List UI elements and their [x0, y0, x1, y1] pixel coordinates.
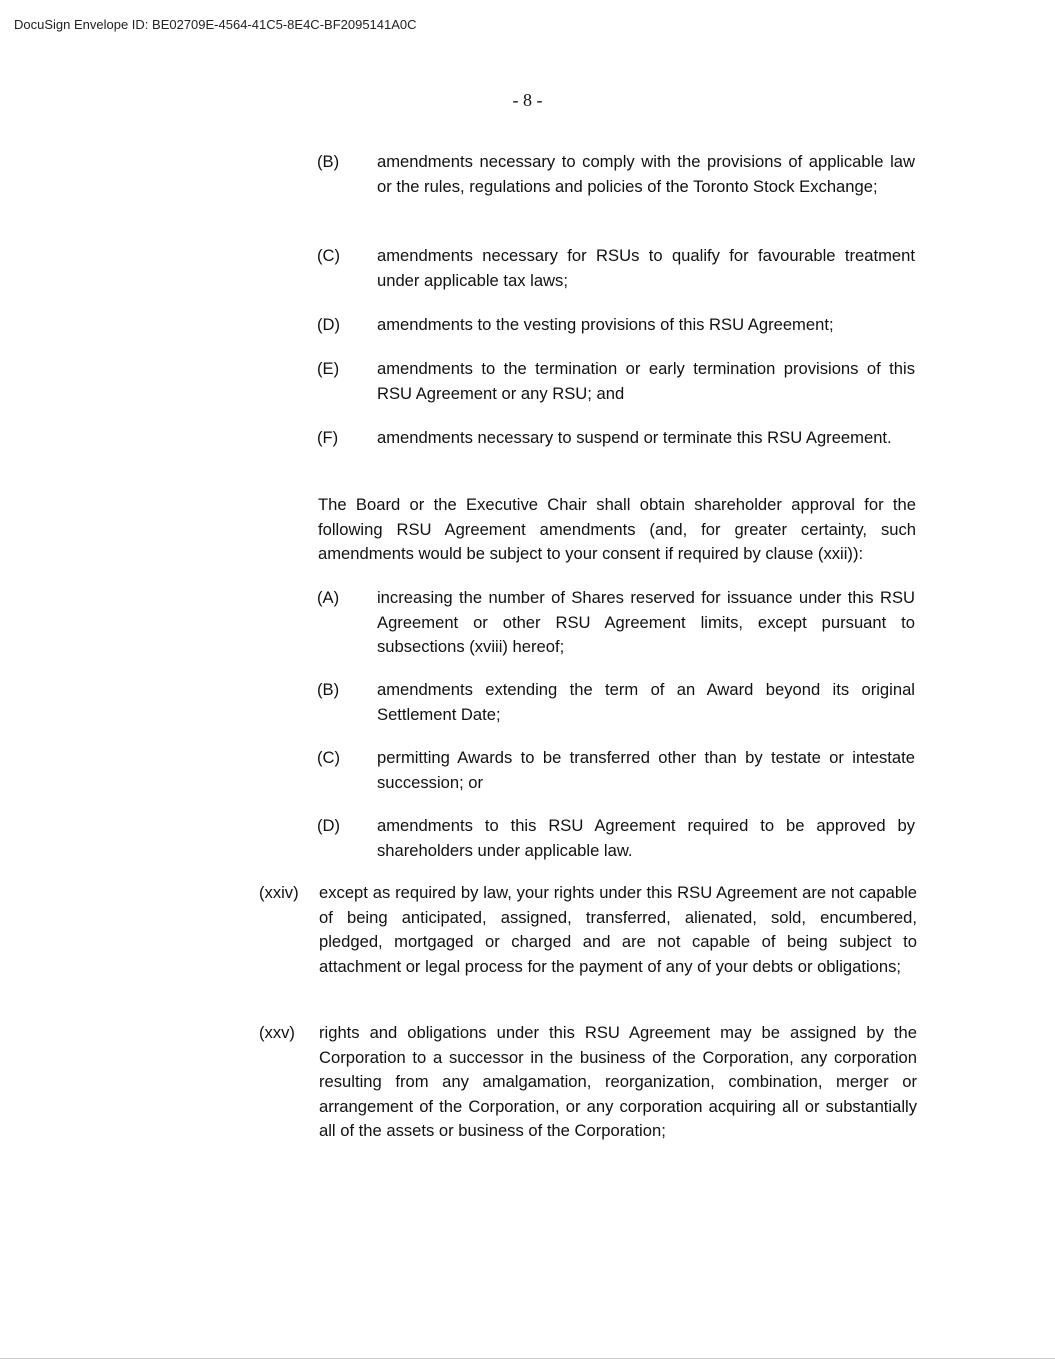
item-text: amendments necessary to suspend or terminate this RSU Agreement. [377, 428, 892, 447]
shareholder-approval-paragraph: The Board or the Executive Chair shall obtain shareholder approval for the following RSU Agreement amendments (and, for greater certainty, such amendments would be subject to your consent if required by clause (xxii)): [318, 495, 916, 563]
item-label: (F) [317, 428, 339, 447]
item-label: (B) [317, 152, 340, 171]
item-label: (C) [317, 748, 341, 767]
item-label: (C) [317, 246, 341, 265]
item-label: (A) [317, 588, 340, 607]
item-text: increasing the number of Shares reserved for issuance under this RSU Agreement or other RSU Agreement limits, except pursuant to subsections (xviii) hereof; [377, 588, 915, 656]
item-label: (E) [317, 359, 340, 378]
item-text: amendments extending the term of an Award beyond its original Settlement Date; [377, 680, 915, 724]
page-bottom-edge [0, 1358, 1055, 1359]
item-text: amendments to this RSU Agreement required to be approved by shareholders under applicable law. [377, 816, 915, 860]
clause-label: (xxiv) [259, 883, 299, 902]
clause-text: except as required by law, your rights under this RSU Agreement are not capable of being anticipated, assigned, transferred, alienated, sold, encumbered, pledged, mortgaged or charged and are not capable of being subject to attachment or legal process for the payment of any of your debts or obligations; [319, 883, 917, 976]
item-text: permitting Awards to be transferred other than by testate or intestate succession; or [377, 748, 915, 792]
item-text: amendments to the termination or early termination provisions of this RSU Agreement or any RSU; and [377, 359, 915, 403]
item-label: (D) [317, 816, 341, 835]
item-label: (B) [317, 680, 340, 699]
docusign-envelope-id: DocuSign Envelope ID: BE02709E-4564-41C5-8E4C-BF2095141A0C [14, 17, 417, 32]
item-label: (D) [317, 315, 341, 334]
clause-label: (xxv) [259, 1023, 295, 1042]
page-number: - 8 - [512, 90, 543, 110]
clause-text: rights and obligations under this RSU Agreement may be assigned by the Corporation to a successor in the business of the Corporation, any corporation resulting from any amalgamation, reorganization, combination, merger or arrangement of the Corporation, or any corporation acquiring all or substantially all of the assets or business of the Corporation; [319, 1023, 917, 1140]
item-text: amendments necessary for RSUs to qualify for favourable treatment under applicable tax laws; [377, 246, 915, 290]
item-text: amendments to the vesting provisions of this RSU Agreement; [377, 315, 834, 334]
item-text: amendments necessary to comply with the provisions of applicable law or the rules, regulations and policies of the Toronto Stock Exchange; [377, 152, 915, 196]
